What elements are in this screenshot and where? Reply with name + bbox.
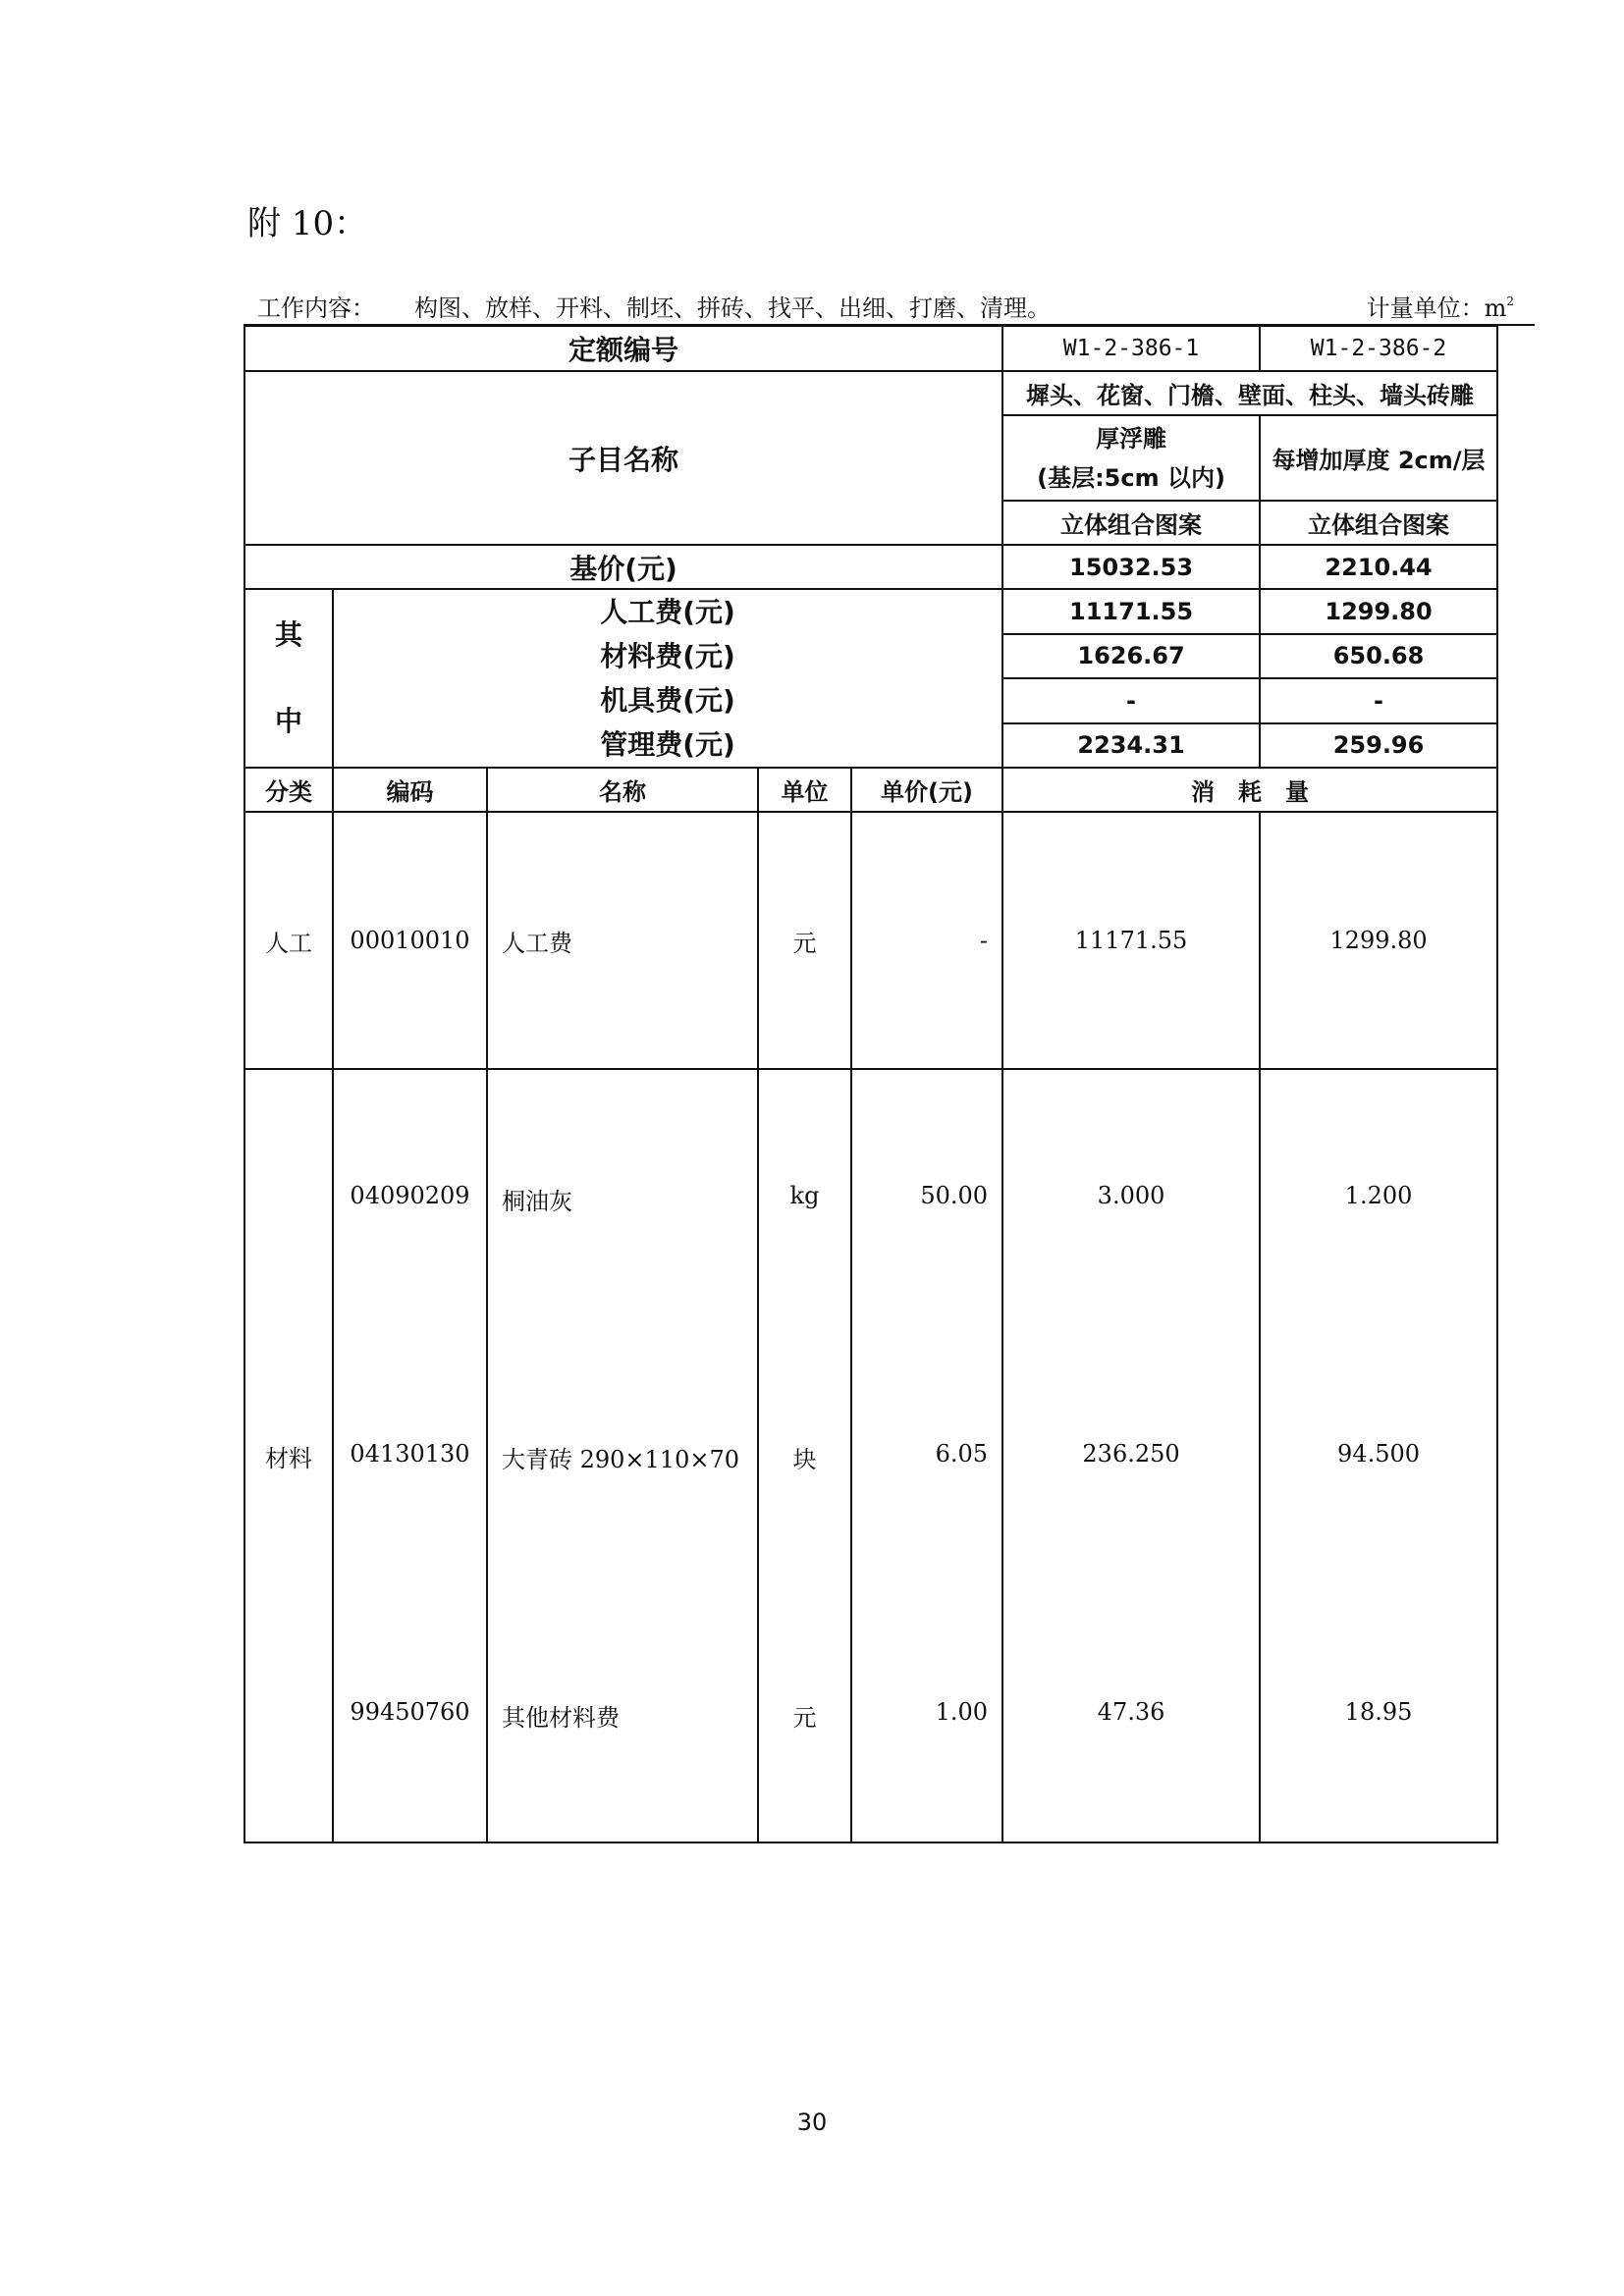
cost-management-1: 2234.31 [1002,723,1260,769]
material-name: 其他材料费 [502,1704,620,1732]
material-qty-2: 94.500 [1337,1440,1421,1468]
unit-of-measure [1367,289,1514,323]
item-group-row [244,371,1497,415]
col-header-consumption: 消 耗 量 [1002,768,1497,812]
appendix-title: 附 10： [247,204,368,243]
labor-price: - [851,812,1002,1069]
quota-label: 定额编号 [244,326,1002,371]
material-qty-1: 236.250 [1082,1440,1180,1468]
table-row [244,812,1497,1069]
material-price: 1.00 [935,1698,989,1726]
qizhong-char-1: 其 [274,618,302,651]
category-labor: 人工 [244,812,333,1069]
cost-material-1: 1626.67 [1002,634,1260,679]
labor-name: 人工费 [487,812,758,1069]
item-1-name [1002,415,1260,501]
item-1-line-2: (基层:5cm 以内) [1037,463,1225,492]
materials-prices [851,1069,1002,1842]
quota-code-row [244,326,1497,371]
base-price-2: 2210.44 [1260,545,1497,589]
labor-qty-1: 11171.55 [1002,812,1260,1069]
material-price: 50.00 [920,1182,989,1209]
cost-labor-2: 1299.80 [1260,589,1497,634]
material-qty-2: 1.200 [1344,1182,1413,1209]
cost-label-material: 材料费(元) [600,640,735,672]
cost-management-2: 259.96 [1260,723,1497,769]
cost-machine-1: - [1002,678,1260,723]
item-group: 墀头、花窗、门檐、壁面、柱头、墙头砖雕 [1002,371,1497,415]
labor-code: 00010010 [333,812,487,1069]
base-price-label: 基价(元) [244,545,1002,589]
cost-material-2: 650.68 [1260,634,1497,679]
materials-block [244,1069,1497,1842]
cost-label-machine: 机具费(元) [600,684,735,717]
column-header-row [244,768,1497,812]
cost-machine-2: - [1260,678,1497,723]
work-content-label: 工作内容： [257,294,375,322]
page-number: 30 [796,2109,828,2136]
materials-names [487,1069,758,1842]
qizhong-label [244,589,333,768]
material-name: 桐油灰 [502,1188,572,1215]
material-price: 6.05 [935,1440,989,1468]
col-header-unit: 单位 [758,768,851,812]
material-unit: 元 [792,1704,817,1732]
base-price-1: 15032.53 [1002,545,1260,589]
work-content: 构图、放样、开料、制坯、拼砖、找平、出细、打磨、清理。 [414,294,1051,322]
materials-codes [333,1069,487,1842]
unit-label: 计量单位：m [1366,294,1507,322]
labor-qty-2: 1299.80 [1260,812,1497,1069]
item-name-label: 子目名称 [244,371,1002,545]
qizhong-char-2: 中 [274,705,302,737]
cost-labor-1: 11171.55 [1002,589,1260,634]
material-code: 99450760 [350,1698,470,1726]
pattern-1: 立体组合图案 [1002,501,1260,545]
materials-qty-1 [1002,1069,1260,1842]
base-price-row [244,545,1497,589]
pattern-2: 立体组合图案 [1260,501,1497,545]
col-header-code: 编码 [333,768,487,812]
material-qty-2: 18.95 [1344,1698,1413,1726]
unit-superscript: 2 [1506,294,1514,308]
material-name: 大青砖 290×110×70 [502,1446,740,1473]
material-qty-1: 47.36 [1097,1698,1165,1726]
col-header-name: 名称 [487,768,758,812]
cost-label-labor: 人工费(元) [600,596,735,628]
cost-row [244,589,1497,634]
materials-qty-2 [1260,1069,1497,1842]
quota-table [244,325,1498,1843]
material-unit: kg [789,1182,820,1209]
item-1-line-1: 厚浮雕 [1096,424,1167,453]
cost-label-management: 管理费(元) [600,728,735,761]
labor-unit: 元 [758,812,851,1069]
materials-units [758,1069,851,1842]
col-header-category: 分类 [244,768,333,812]
material-code: 04130130 [350,1440,470,1468]
cost-labels [333,589,1002,768]
category-materials: 材料 [244,1069,333,1842]
col-header-price: 单价(元) [851,768,1002,812]
material-code: 04090209 [350,1182,470,1209]
material-qty-1: 3.000 [1097,1182,1165,1209]
quota-code-1: W1-2-386-1 [1002,326,1260,371]
quota-code-2: W1-2-386-2 [1260,326,1497,371]
item-2-name: 每增加厚度 2cm/层 [1260,415,1497,501]
material-unit: 块 [792,1446,817,1473]
